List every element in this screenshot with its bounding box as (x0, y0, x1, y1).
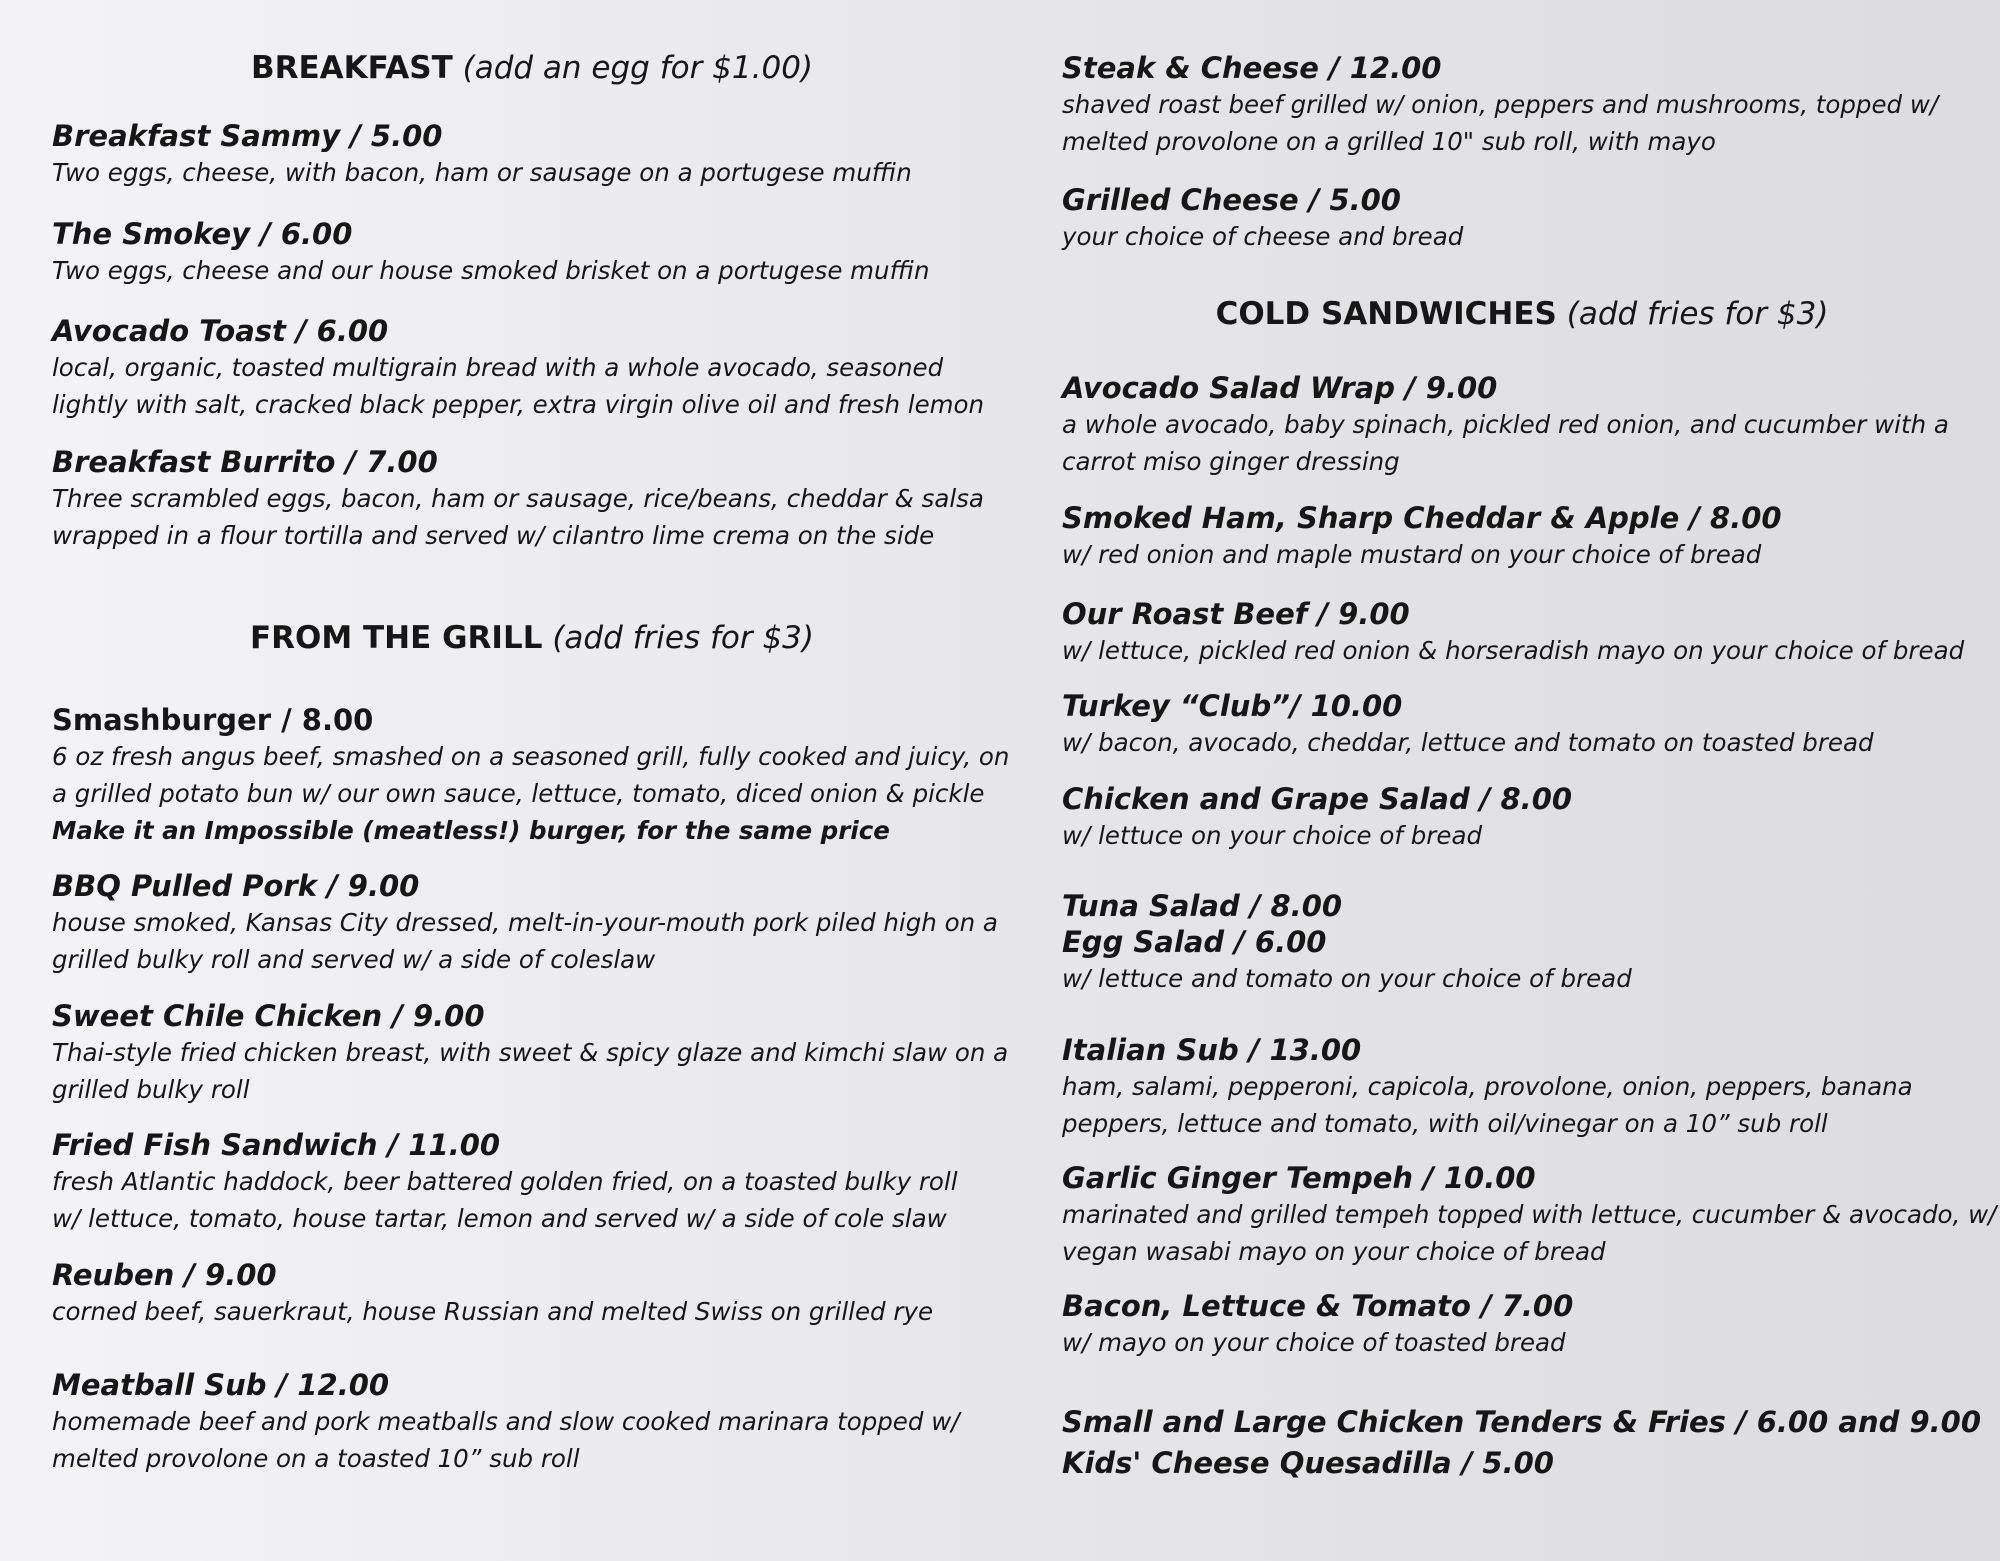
item-title: Bacon, Lettuce & Tomato / 7.00 (1062, 1289, 1574, 1323)
item-title: Breakfast Sammy / 5.00 (52, 119, 443, 153)
item-description: grilled bulky roll and served w/ a side of coleslaw (52, 945, 656, 974)
item-title: BBQ Pulled Pork / 9.00 (52, 869, 420, 903)
kids-item-cheese-quesadilla: Kids' Cheese Quesadilla / 5.00 (1062, 1446, 1554, 1480)
item-description: shaved roast beef grilled w/ onion, peppers and mushrooms, topped w/ (1062, 90, 1939, 119)
menu-item-sweet-chile-chicken (52, 998, 1012, 1108)
item-description: marinated and grilled tempeh topped with lettuce, cucumber & avocado, w/ (1062, 1200, 1997, 1229)
item-title: Fried Fish Sandwich / 11.00 (52, 1128, 501, 1162)
menu-item-smashburger (52, 702, 1012, 849)
item-title: Breakfast Burrito / 7.00 (52, 445, 438, 479)
item-title: Steak & Cheese / 12.00 (1062, 51, 1442, 85)
section-note: (add fries for $3) (1566, 296, 1829, 332)
item-description: your choice of cheese and bread (1062, 222, 1464, 251)
item-description: melted provolone on a grilled 10" sub roll, with mayo (1062, 127, 1716, 156)
item-description: house smoked, Kansas City dressed, melt-in-your-mouth pork piled high on a (52, 908, 998, 937)
menu-item-breakfast-sammy (52, 118, 1012, 191)
menu-item-tuna-egg-salad (1062, 888, 1982, 997)
menu-item-chicken-grape-salad (1062, 781, 1982, 854)
item-description: homemade beef and pork meatballs and slow cooked marinara topped w/ (52, 1407, 960, 1436)
item-description: grilled bulky roll (52, 1075, 250, 1104)
item-description: ham, salami, pepperoni, capicola, provolone, onion, peppers, banana (1062, 1072, 1913, 1101)
menu-item-reuben (52, 1257, 1012, 1330)
cold-sandwiches-header (1062, 296, 1982, 332)
item-description: 6 oz fresh angus beef, smashed on a seasoned grill, fully cooked and juicy, on (52, 742, 1010, 771)
menu-item-meatball-sub (52, 1367, 1012, 1477)
section-title: BREAKFAST (250, 50, 453, 86)
breakfast-header (52, 50, 1012, 86)
item-description: w/ bacon, avocado, cheddar, lettuce and tomato on toasted bread (1062, 728, 1874, 757)
item-title: Reuben / 9.00 (52, 1258, 277, 1292)
kids-item-chicken-tenders: Small and Large Chicken Tenders & Fries / 6.00 and 9.00 (1062, 1405, 1981, 1439)
menu-item-the-smokey (52, 216, 1012, 289)
item-description: w/ lettuce, pickled red onion & horseradish mayo on your choice of bread (1062, 636, 1965, 665)
item-title: Chicken and Grape Salad / 8.00 (1062, 782, 1573, 816)
item-description: Thai-style fried chicken breast, with sweet & spicy glaze and kimchi slaw on a (52, 1038, 1009, 1067)
menu-item-steak-and-cheese (1062, 50, 1982, 160)
menu-item-turkey-club (1062, 688, 1982, 761)
item-title: Our Roast Beef / 9.00 (1062, 597, 1410, 631)
item-title: Sweet Chile Chicken / 9.00 (52, 999, 485, 1033)
item-title: The Smokey / 6.00 (52, 217, 353, 251)
item-title: Meatball Sub / 12.00 (52, 1368, 390, 1402)
menu-item-bbq-pulled-pork (52, 868, 1012, 978)
item-description: vegan wasabi mayo on your choice of bread (1062, 1237, 1606, 1266)
item-title: Turkey “Club”/ 10.00 (1062, 689, 1403, 723)
item-title: Italian Sub / 13.00 (1062, 1033, 1362, 1067)
item-description: w/ lettuce, tomato, house tartar, lemon and served w/ a side of cole slaw (52, 1204, 947, 1233)
item-title-secondary: Egg Salad / 6.00 (1062, 925, 1327, 959)
item-description: w/ mayo on your choice of toasted bread (1062, 1328, 1566, 1357)
menu-item-avocado-salad-wrap (1062, 370, 1982, 480)
grill-header (52, 620, 1012, 656)
menu-item-avocado-toast (52, 313, 1012, 423)
item-title: Smoked Ham, Sharp Cheddar & Apple / 8.00 (1062, 501, 1782, 535)
item-title: Avocado Toast / 6.00 (52, 314, 389, 348)
menu-item-smoked-ham (1062, 500, 1982, 573)
item-option: Make it an Impossible (meatless!) burger, for the same price (52, 816, 890, 845)
item-title: Smashburger / 8.00 (52, 703, 374, 737)
menu-item-grilled-cheese (1062, 182, 1982, 255)
item-description: Three scrambled eggs, bacon, ham or sausage, rice/beans, cheddar & salsa (52, 484, 984, 513)
item-description: a grilled potato bun w/ our own sauce, lettuce, tomato, diced onion & pickle (52, 779, 985, 808)
item-description: lightly with salt, cracked black pepper, extra virgin olive oil and fresh lemon (52, 390, 985, 419)
item-description: fresh Atlantic haddock, beer battered golden fried, on a toasted bulky roll (52, 1167, 958, 1196)
item-title: Grilled Cheese / 5.00 (1062, 183, 1401, 217)
item-description: wrapped in a flour tortilla and served w/ cilantro lime crema on the side (52, 521, 935, 550)
menu-item-breakfast-burrito (52, 444, 1012, 554)
item-description: carrot miso ginger dressing (1062, 447, 1400, 476)
item-description: w/ red onion and maple mustard on your choice of bread (1062, 540, 1762, 569)
menu-item-italian-sub (1062, 1032, 1982, 1142)
menu-item-our-roast-beef (1062, 596, 1982, 669)
item-description: melted provolone on a toasted 10” sub roll (52, 1444, 580, 1473)
item-description: Two eggs, cheese, with bacon, ham or sausage on a portugese muffin (52, 158, 912, 187)
menu-item-blt (1062, 1288, 1982, 1361)
item-title: Avocado Salad Wrap / 9.00 (1062, 371, 1498, 405)
item-description: a whole avocado, baby spinach, pickled red onion, and cucumber with a (1062, 410, 1949, 439)
kids-menu (1062, 1402, 1982, 1484)
section-note: (add fries for $3) (552, 620, 814, 656)
item-description: Two eggs, cheese and our house smoked brisket on a portugese muffin (52, 256, 930, 285)
section-title: FROM THE GRILL (250, 620, 543, 656)
item-description: peppers, lettuce and tomato, with oil/vinegar on a 10” sub roll (1062, 1109, 1828, 1138)
item-description: local, organic, toasted multigrain bread with a whole avocado, seasoned (52, 353, 944, 382)
item-description: w/ lettuce on your choice of bread (1062, 821, 1483, 850)
item-description: w/ lettuce and tomato on your choice of bread (1062, 964, 1632, 993)
item-description: corned beef, sauerkraut, house Russian and melted Swiss on grilled rye (52, 1297, 934, 1326)
menu-item-garlic-ginger-tempeh (1062, 1160, 1997, 1270)
section-note: (add an egg for $1.00) (462, 50, 814, 86)
item-title: Tuna Salad / 8.00 (1062, 889, 1343, 923)
menu-item-fried-fish-sandwich (52, 1127, 1012, 1237)
section-title: COLD SANDWICHES (1215, 296, 1557, 332)
item-title: Garlic Ginger Tempeh / 10.00 (1062, 1161, 1536, 1195)
